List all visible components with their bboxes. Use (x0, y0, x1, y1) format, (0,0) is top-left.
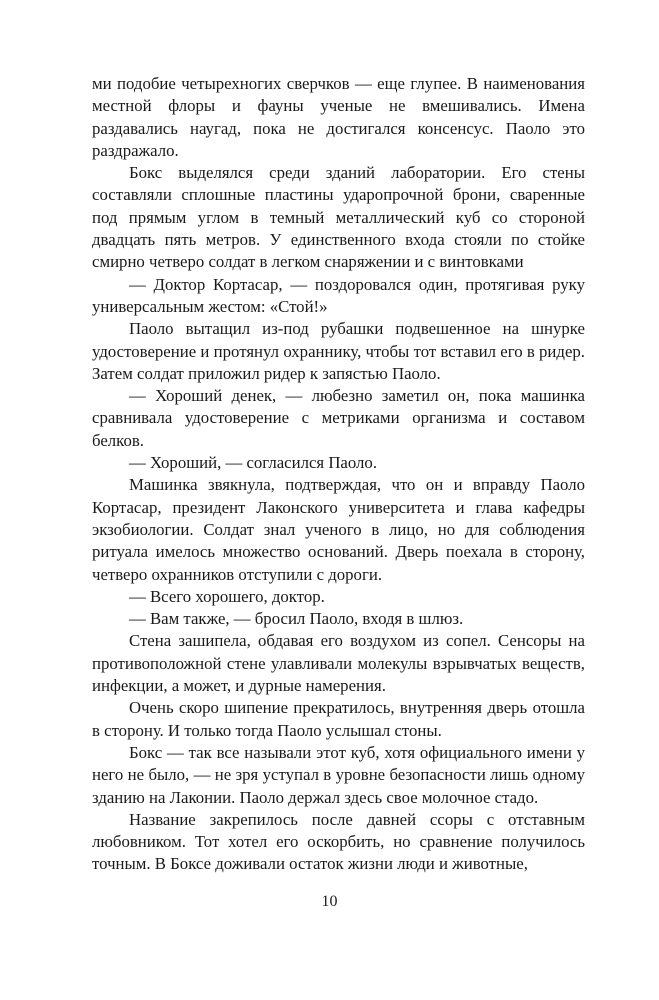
paragraph-2: — Доктор Кортасар, — поздоровался один, протягивая руку универсальным жестом: «Стой!» (92, 274, 585, 316)
paragraph-8: — Вам также, — бросил Паоло, входя в шлюз. (129, 609, 464, 629)
body-text (92, 73, 585, 876)
paragraph-5: — Хороший, — согласился Паоло. (129, 453, 378, 473)
paragraph-6: Машинка звякнула, подтверждая, что он и вправду Паоло Кортасар, президент Лаконского университета и глава кафедры экзобиологии. Солдат знал ученого в лицо, но для соблюдения ритуала имелось множество оснований. Дверь поехала в сторону, четверо охранников отступили с дороги. (92, 475, 585, 584)
paragraph-1: Бокс выделялся среди зданий лаборатории. Его стены составляли сплошные пластины ударопрочной брони, сваренные под прямым углом в темный металлический куб со стороной двадцать пять метров. У единственного входа стояли по стойке смирно четверо солдат в легком снаряжении и с винтовками (92, 163, 585, 272)
paragraph-7: — Всего хорошего, доктор. (129, 586, 325, 606)
paragraph-12: Название закрепилось после давней ссоры с отставным любовником. Тот хотел его оскорбить, но сравнение получилось точным. В Боксе доживали остаток жизни люди и животные, (92, 809, 585, 874)
paragraph-0: ми подобие четырехногих сверчков — еще глупее. В наименования местной флоры и фауны ученые не вмешивались. Имена раздавались наугад, пока не достигался консенсус. Паоло это раздражало. (92, 74, 585, 160)
paragraph-9: Стена зашипела, обдавая его воздухом из сопел. Сенсоры на противоположной стене улавливали молекулы взрывчатых веществ, инфекции, а может, и дурные намерения. (92, 631, 585, 696)
paragraph-4: — Хороший денек, — любезно заметил он, пока машинка сравнивала удостоверение с метриками организма и составом белков. (92, 386, 585, 450)
paragraph-11: Бокс — так все называли этот куб, хотя официального имени у него не было, — не зря уступал в уровне безопасности лишь одному зданию на Лаконии. Паоло держал здесь свое молочное стадо. (92, 742, 585, 807)
paragraph-3: Паоло вытащил из-под рубашки подвешенное на шнурке удостоверение и протянул охраннику, чтобы тот вставил его в ридер. Затем солдат приложил ридер к запястью Паоло. (92, 319, 585, 383)
page-number: 10 (321, 893, 338, 910)
paragraph-10: Очень скоро шипение прекратилось, внутренняя дверь отошла в сторону. И только тогда Паоло услышал стоны. (92, 698, 585, 740)
